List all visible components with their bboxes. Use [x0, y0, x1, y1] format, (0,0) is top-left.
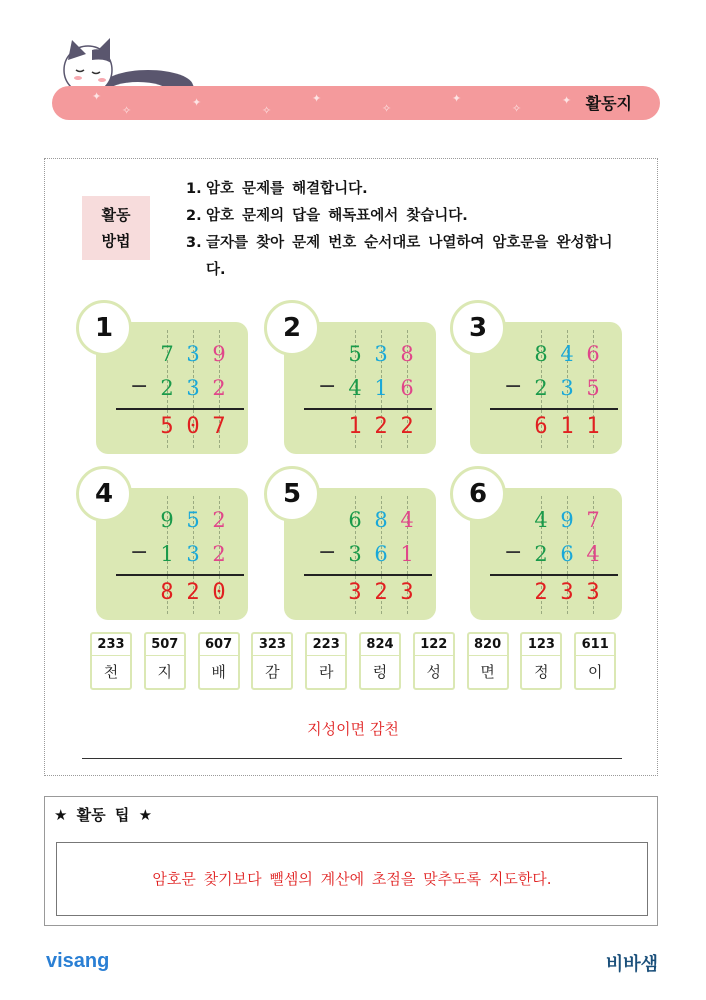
answer-digit: 1 — [348, 414, 362, 439]
subtraction-rule — [116, 574, 244, 576]
decoder-cell — [413, 632, 455, 690]
decoder-number: 820 — [469, 634, 507, 656]
problem-number-badge: 5 — [264, 466, 320, 522]
problem-digit: 2 — [534, 376, 548, 400]
decoder-char: 배 — [211, 663, 226, 681]
decoder-number: 122 — [415, 634, 453, 656]
minus-sign: − — [130, 540, 149, 565]
step-number: 3. — [186, 235, 202, 251]
answer-digit: 8 — [160, 580, 174, 605]
problem-digit: 9 — [160, 508, 174, 532]
problem-digit: 9 — [212, 342, 226, 366]
method-steps — [186, 176, 626, 284]
step-text: 암호 문제를 해결합니다. — [206, 181, 368, 197]
problem-digit: 2 — [534, 542, 548, 566]
answer-digit: 2 — [374, 580, 388, 605]
decoder-cell — [198, 632, 240, 690]
method-label-line2: 방법 — [101, 232, 131, 250]
step-3 — [186, 230, 626, 284]
step-number: 1. — [186, 181, 202, 197]
problem-digit: 3 — [186, 342, 200, 366]
answer-digit: 1 — [586, 414, 600, 439]
problem-digit: 3 — [348, 542, 362, 566]
method-label-line1: 활동 — [101, 206, 131, 224]
decoder-number: 607 — [200, 634, 238, 656]
tip-text: 암호문 찾기보다 뺄셈의 계산에 초점을 맞추도록 지도한다. — [56, 842, 648, 916]
subtraction-rule — [304, 408, 432, 410]
tip-title: ★ 활동 팁 ★ — [54, 806, 153, 824]
decoder-cell — [90, 632, 132, 690]
decoder-cell — [574, 632, 616, 690]
decoder-char: 면 — [480, 663, 495, 681]
step-number: 2. — [186, 208, 202, 224]
decoder-char: 렁 — [372, 663, 388, 681]
decoder-cell — [467, 632, 509, 690]
minus-sign: − — [504, 374, 523, 399]
problem-digit: 2 — [212, 508, 226, 532]
problem-digit: 7 — [160, 342, 174, 366]
answer-digit: 1 — [560, 414, 574, 439]
subtraction-rule — [304, 574, 432, 576]
step-1 — [186, 176, 626, 203]
answer-digit: 5 — [160, 414, 174, 439]
minus-sign: − — [504, 540, 523, 565]
decoder-number: 824 — [361, 634, 399, 656]
answer-text: 지성이면 감천 — [307, 720, 399, 738]
answer-digit: 2 — [374, 414, 388, 439]
problem-digit: 4 — [560, 342, 574, 366]
decoder-number: 507 — [146, 634, 184, 656]
answer-digit: 2 — [534, 580, 548, 605]
problem-digit: 8 — [400, 342, 414, 366]
problem-digit: 6 — [374, 542, 388, 566]
problem-digit: 4 — [534, 508, 548, 532]
problem-digit: 5 — [186, 508, 200, 532]
visang-logo — [46, 950, 109, 973]
answer-digit: 2 — [186, 580, 200, 605]
problem-digit: 5 — [348, 342, 362, 366]
decoder-char: 지 — [157, 663, 173, 681]
problem-digit: 1 — [160, 542, 174, 566]
answer-digit: 7 — [212, 414, 226, 439]
problem-digit: 2 — [212, 376, 226, 400]
problem-digit: 2 — [160, 376, 174, 400]
problem-digit: 1 — [400, 542, 414, 566]
problem-digit: 8 — [534, 342, 548, 366]
problem-digit: 4 — [400, 508, 414, 532]
brand-left: visang — [46, 950, 110, 972]
answer-digit: 6 — [534, 414, 548, 439]
answer-digit: 0 — [186, 414, 200, 439]
subtraction-rule — [490, 574, 618, 576]
problem-digit: 3 — [560, 376, 574, 400]
answer-digit: 3 — [348, 580, 362, 605]
problem-digit: 8 — [374, 508, 388, 532]
answer-digit: 3 — [400, 580, 414, 605]
decoder-number: 611 — [576, 634, 614, 656]
decoder-char: 이 — [587, 663, 603, 681]
problem-digit: 3 — [374, 342, 388, 366]
answer-line — [82, 758, 622, 759]
decoder-char: 라 — [318, 663, 334, 681]
problem-digit: 6 — [586, 342, 600, 366]
minus-sign: − — [318, 540, 337, 565]
problem-digit: 3 — [186, 542, 200, 566]
minus-sign: − — [318, 374, 337, 399]
answer-digit: 0 — [212, 580, 226, 605]
decoder-char: 정 — [534, 663, 549, 681]
decoder-cell — [251, 632, 293, 690]
answer-digit: 2 — [400, 414, 414, 439]
step-text: 글자를 찾아 문제 번호 순서대로 나열하여 암호문을 완성합니다. — [206, 235, 613, 278]
problem-digit: 3 — [186, 376, 200, 400]
problem-number-badge: 3 — [450, 300, 506, 356]
subtraction-rule — [490, 408, 618, 410]
decoder-number: 323 — [253, 634, 291, 656]
decoder-number: 123 — [522, 634, 560, 656]
decoder-cell — [520, 632, 562, 690]
answer-digit: 3 — [586, 580, 600, 605]
problem-digit: 4 — [586, 542, 600, 566]
problem-digit: 5 — [586, 376, 600, 400]
decoder-char: 천 — [103, 663, 119, 681]
decoder-cell — [305, 632, 347, 690]
decoder-char: 성 — [426, 663, 442, 681]
minus-sign: − — [130, 374, 149, 399]
problem-digit: 1 — [374, 376, 388, 400]
brand-right: 비바샘 — [605, 954, 658, 975]
problem-digit: 4 — [348, 376, 362, 400]
problem-number-badge: 4 — [76, 466, 132, 522]
header-banner: ✦ ✧ ✦ ✧ ✦ ✧ ✦ ✧ ✦ 활동지 — [52, 86, 660, 120]
step-2 — [186, 203, 626, 230]
problem-digit: 7 — [586, 508, 600, 532]
step-text: 암호 문제의 답을 해독표에서 찾습니다. — [206, 208, 468, 224]
decoder-number: 233 — [92, 634, 130, 656]
bibasam-logo — [606, 950, 658, 976]
problem-number-badge: 6 — [450, 466, 506, 522]
problem-digit: 2 — [212, 542, 226, 566]
page-title: 활동지 — [585, 94, 632, 113]
problem-number-badge: 2 — [264, 300, 320, 356]
method-label — [82, 196, 150, 260]
decoder-char: 감 — [265, 663, 280, 681]
problem-digit: 9 — [560, 508, 574, 532]
decoder-number: 223 — [307, 634, 345, 656]
decoder-cell — [359, 632, 401, 690]
problem-digit: 6 — [348, 508, 362, 532]
subtraction-rule — [116, 408, 244, 410]
problem-number-badge: 1 — [76, 300, 132, 356]
decoder-cell — [144, 632, 186, 690]
problem-digit: 6 — [560, 542, 574, 566]
problem-digit: 6 — [400, 376, 414, 400]
answer-digit: 3 — [560, 580, 574, 605]
